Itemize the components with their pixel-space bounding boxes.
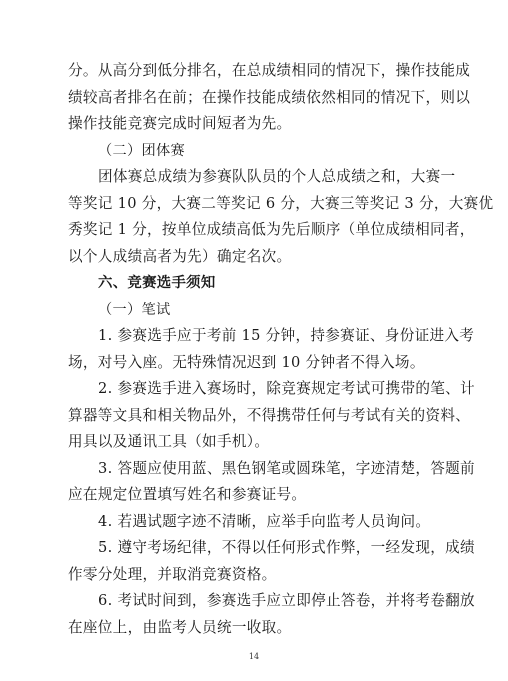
body-text-line: 分。从高分到低分排名，在总成绩相同的情况下，操作技能成 — [68, 62, 471, 79]
body-text-line: 以个人成绩高者为先）确定名次。 — [68, 247, 292, 265]
body-text-line: 团体赛总成绩为参赛队队员的个人总成绩之和，大赛一 — [98, 168, 456, 185]
document-body — [68, 58, 494, 641]
list-item-1: 1. 参赛选手应于考前 15 分钟，持参赛证、身份证进入考 — [98, 327, 475, 344]
section-heading-team: （二）团体赛 — [98, 142, 185, 159]
section-heading-written-exam: （一）笔试 — [98, 301, 171, 318]
list-item-5-continued: 作零分处理，并取消竞赛资格。 — [68, 565, 277, 583]
list-item-6-continued: 在座位上，由监考人员统一收取。 — [68, 618, 292, 636]
list-item-1-continued: 场，对号入座。无特殊情况迟到 10 分钟者不得入场。 — [68, 353, 425, 371]
list-item-4: 4. 若遇试题字迹不清晰，应举手向监考人员询问。 — [98, 512, 431, 530]
page-number: 14 — [248, 652, 260, 661]
list-item-6: 6. 考试时间到，参赛选手应立即停止答卷，并将考卷翻放 — [98, 592, 475, 609]
list-item-5: 5. 遵守考场纪律，不得以任何形式作弊，一经发现，成绩 — [98, 539, 475, 556]
list-item-2: 2. 参赛选手进入赛场时，除竞赛规定考试可携带的笔、计 — [98, 380, 475, 397]
list-item-2-continued: 用具以及通讯工具（如手机）。 — [68, 433, 270, 450]
body-text-line: 秀奖记 1 分，按单位成绩高低为先后顺序（单位成绩相同者， — [68, 221, 475, 238]
body-text-line: 绩较高者排名在前；在操作技能成绩依然相同的情况下，则以 — [68, 88, 471, 106]
section-heading-contestant-notice: 六、竞赛选手须知 — [98, 275, 216, 291]
list-item-3: 3. 答题应使用蓝、黑色钢笔或圆珠笔，字迹清楚，答题前 — [98, 459, 475, 477]
body-text-line: 等奖记 10 分，大赛二等奖记 6 分，大赛三等奖记 3 分，大赛优 — [68, 194, 494, 212]
body-text-line: 操作技能竞赛完成时间短者为先。 — [68, 115, 292, 132]
list-item-2-continued: 算器等文具和相关物品外，不得携带任何与考试有关的资料、 — [68, 406, 471, 424]
list-item-3-continued: 应在规定位置填写姓名和参赛证号。 — [68, 486, 307, 503]
